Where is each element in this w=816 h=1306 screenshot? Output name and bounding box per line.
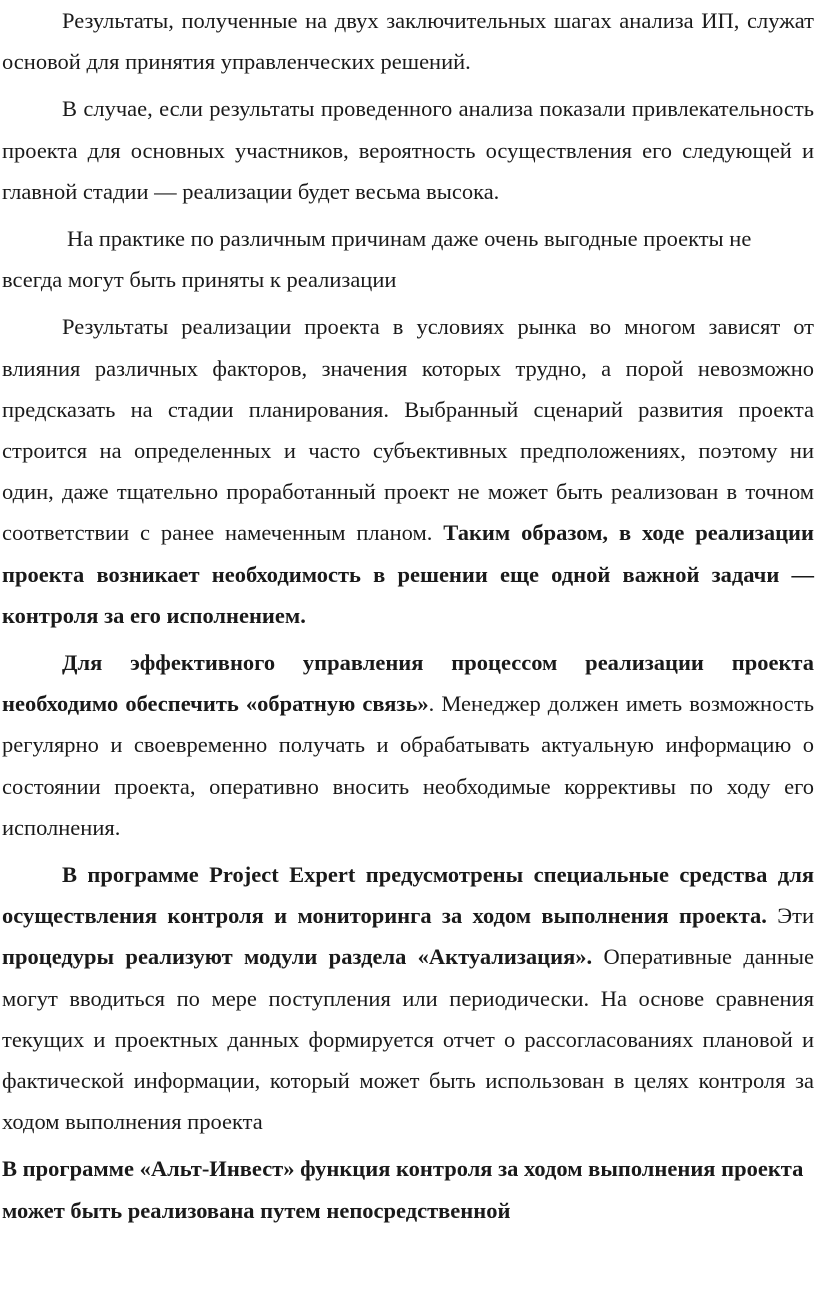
paragraph-2-text: В случае, если результаты проведенного анализа показали привлекательность проекта для основных участников, вероятность осуществления его следующей и главной стадии — реализации будет весьма высока. — [2, 96, 814, 204]
paragraph-1-text: Результаты, полученные на двух заключительных шагах анализа ИП, служат основой для принятия управленческих решений. — [2, 8, 814, 75]
paragraph-1 — [2, 0, 814, 82]
paragraph-4-text: Результаты реализации проекта в условиях рынка во многом зависят от влияния различных факторов, значения которых трудно, а порой невозможно предсказать на стадии планирования. Выбранный сценарий развития проекта строится на определенных и часто субъективных предположениях, поэтому ни один, даже тщательно проработанный проект не может быть реализован в точном соответствии с ранее намеченным планом. — [2, 314, 814, 546]
paragraph-5-bold-text: Для эффективного управления процессом реализации проекта необходимо обеспечить «обратную связь» — [2, 650, 814, 717]
paragraph-6-text-1: Эти — [766, 903, 814, 929]
paragraph-7-bold-text: В программе «Альт-Инвест» функция контроля за ходом выполнения проекта может быть реализована путем непосредственной — [2, 1156, 804, 1223]
paragraph-4 — [2, 306, 814, 636]
paragraph-6-bold-text-2: процедуры реализуют модули раздела «Актуализация». — [2, 944, 593, 970]
paragraph-3 — [2, 218, 814, 300]
paragraph-5-text: . Менеджер должен иметь возможность регулярно и своевременно получать и обрабатывать актуальную информацию о состоянии проекта, оперативно вносить необходимые коррективы по ходу его исполнения. — [2, 691, 814, 840]
paragraph-4-bold-text: Таким образом, в ходе реализации проекта возникает необходимость в решении еще одной важной задачи — контроля за его исполнением. — [2, 520, 814, 628]
paragraph-5 — [2, 642, 814, 848]
paragraph-3-text: На практике по различным причинам даже очень выгодные проекты не всегда могут быть приняты к реализации — [2, 226, 752, 293]
paragraph-2 — [2, 88, 814, 212]
paragraph-6-bold-text-1: В программе Project Expert предусмотрены специальные средства для осуществления контроля и мониторинга за ходом выполнения проекта. — [2, 862, 814, 929]
paragraph-6 — [2, 854, 814, 1142]
paragraph-6-text-2: Оперативные данные могут вводиться по мере поступления или периодически. На основе сравнения текущих и проектных данных формируется отчет о рассогласованиях плановой и фактической информации, который может быть использован в целях контроля за ходом выполнения проекта — [2, 944, 814, 1135]
paragraph-7 — [2, 1148, 814, 1230]
